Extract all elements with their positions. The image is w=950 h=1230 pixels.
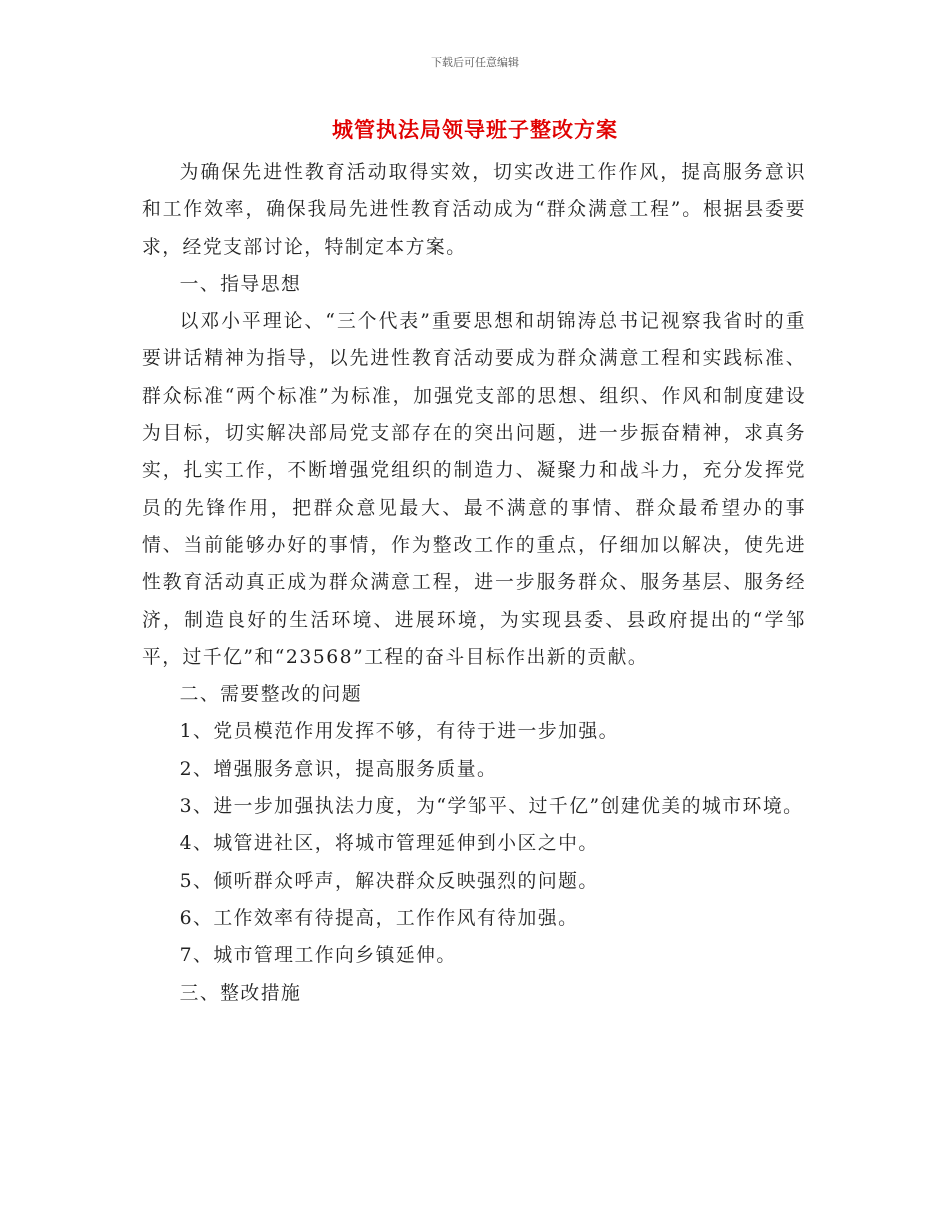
section-heading: 一、指导思想 (179, 273, 302, 295)
list-item: 5、倾听群众呼声，解决群众反映强烈的问题。 (179, 870, 599, 892)
header-note: 下载后可任意编辑 (431, 56, 519, 69)
document-body (142, 154, 806, 1012)
section-heading: 三、整改措施 (179, 982, 302, 1004)
list-item: 2、增强服务意识，提高服务质量。 (179, 758, 498, 780)
list-item: 6、工作效率有待提高，工作作风有待加强。 (179, 907, 579, 929)
document-title: 城管执法局领导班子整改方案 (332, 118, 618, 142)
list-item: 3、进一步加强执法力度，为“学邹平、过千亿”创建优美的城市环境。 (179, 796, 804, 818)
list-item: 1、党员模范作用发挥不够，有待于进一步加强。 (179, 721, 619, 743)
intro-paragraph: 为确保先进性教育活动取得实效，切实改进工作作风，提高服务意识和工作效率，确保我局先进性教育活动成为“群众满意工程”。根据县委要求，经党支部讨论，特制定本方案。 (142, 162, 806, 258)
section-heading: 二、需要整改的问题 (179, 684, 363, 706)
list-item: 7、城市管理工作向乡镇延伸。 (179, 945, 457, 967)
list-item: 4、城管进社区，将城市管理延伸到小区之中。 (179, 833, 599, 855)
body-paragraph: 以邓小平理论、“三个代表”重要思想和胡锦涛总书记视察我省时的重要讲话精神为指导，以先进性教育活动要成为群众满意工程和实践标准、群众标准“两个标准”为标准，加强党支部的思想、组织、作风和制度建设为目标，切实解决部局党支部存在的突出问题，进一步振奋精神，求真务实，扎实工作，不断增强党组织的制造力、凝聚力和战斗力，充分发挥党员的先锋作用，把群众意见最大、最不满意的事情、群众最希望办的事情、当前能够办好的事情，作为整改工作的重点，仔细加以解决，使先进性教育活动真正成为群众满意工程，进一步服务群众、服务基层、服务经济，制造良好的生活环境、进展环境，为实现县委、县政府提出的“学邹平，过千亿”和“23568”工程的奋斗目标作出新的贡献。 (142, 311, 806, 668)
